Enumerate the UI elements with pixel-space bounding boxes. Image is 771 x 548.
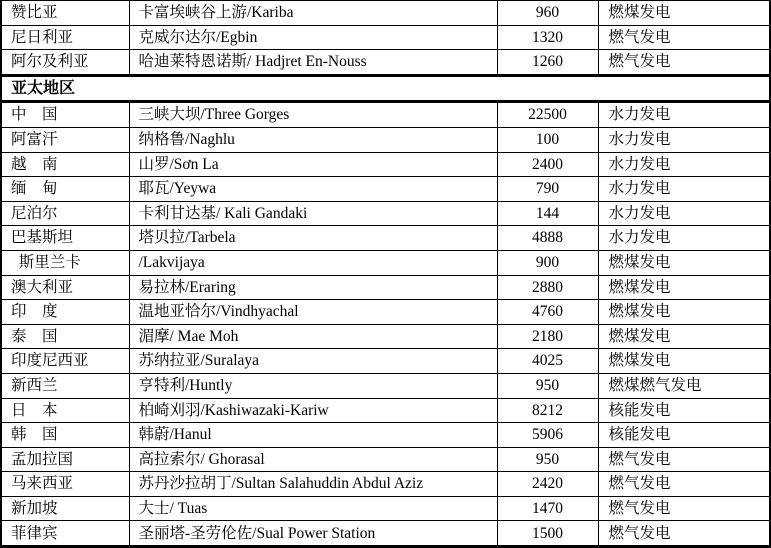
table-row bbox=[1, 25, 770, 50]
capacity-cell: 2420 bbox=[497, 472, 598, 497]
type-cell: 燃煤发电 bbox=[598, 300, 770, 325]
country-cell: 尼泊尔 bbox=[1, 201, 129, 226]
station-cell: 苏丹沙拉胡丁/Sultan Salahuddin Abdul Aziz bbox=[129, 472, 497, 497]
table-row bbox=[1, 226, 770, 251]
capacity-cell: 960 bbox=[497, 1, 598, 26]
table-row bbox=[1, 521, 770, 547]
type-cell: 燃气发电 bbox=[598, 25, 770, 50]
country-cell: 尼日利亚 bbox=[1, 25, 129, 50]
capacity-cell: 900 bbox=[497, 250, 598, 275]
type-cell: 核能发电 bbox=[598, 423, 770, 448]
station-cell: 耶瓦/Yeywa bbox=[129, 177, 497, 202]
station-cell: 温地亚恰尔/Vindhyachal bbox=[129, 300, 497, 325]
capacity-cell: 790 bbox=[497, 177, 598, 202]
station-cell: /Lakvijaya bbox=[129, 250, 497, 275]
type-cell: 燃气发电 bbox=[598, 447, 770, 472]
country-cell: 阿富汗 bbox=[1, 127, 129, 152]
type-cell: 燃煤发电 bbox=[598, 324, 770, 349]
table-row bbox=[1, 472, 770, 497]
capacity-cell: 22500 bbox=[497, 102, 598, 128]
country-cell: 中 国 bbox=[1, 102, 129, 128]
country-cell: 新西兰 bbox=[1, 373, 129, 398]
country-cell: 菲律宾 bbox=[1, 521, 129, 547]
capacity-cell: 2400 bbox=[497, 152, 598, 177]
country-cell: 斯里兰卡 bbox=[1, 250, 129, 275]
table-row bbox=[1, 447, 770, 472]
country-cell: 新加坡 bbox=[1, 496, 129, 521]
country-cell: 印 度 bbox=[1, 300, 129, 325]
station-cell: 哈迪莱特恩诺斯/ Hadjret En-Nouss bbox=[129, 50, 497, 76]
capacity-cell: 1260 bbox=[497, 50, 598, 76]
type-cell: 水力发电 bbox=[598, 201, 770, 226]
capacity-cell: 1470 bbox=[497, 496, 598, 521]
station-cell: 韩蔚/Hanul bbox=[129, 423, 497, 448]
capacity-cell: 1500 bbox=[497, 521, 598, 547]
capacity-cell: 100 bbox=[497, 127, 598, 152]
table-row bbox=[1, 423, 770, 448]
capacity-cell: 4025 bbox=[497, 349, 598, 374]
type-cell: 燃气发电 bbox=[598, 521, 770, 547]
type-cell: 燃气发电 bbox=[598, 50, 770, 76]
table-row bbox=[1, 102, 770, 128]
capacity-cell: 4888 bbox=[497, 226, 598, 251]
station-cell: 卡富埃峡谷上游/Kariba bbox=[129, 1, 497, 26]
country-cell: 日 本 bbox=[1, 398, 129, 423]
type-cell: 燃煤发电 bbox=[598, 275, 770, 300]
station-cell: 湄摩/ Mae Moh bbox=[129, 324, 497, 349]
station-cell: 纳格鲁/Naghlu bbox=[129, 127, 497, 152]
country-cell: 韩 国 bbox=[1, 423, 129, 448]
section-header-row bbox=[1, 75, 770, 102]
station-cell: 圣丽塔-圣劳伦佐/Sual Power Station bbox=[129, 521, 497, 547]
type-cell: 水力发电 bbox=[598, 127, 770, 152]
table-row bbox=[1, 250, 770, 275]
type-cell: 燃气发电 bbox=[598, 472, 770, 497]
capacity-cell: 8212 bbox=[497, 398, 598, 423]
country-cell: 越 南 bbox=[1, 152, 129, 177]
country-cell: 赞比亚 bbox=[1, 1, 129, 26]
station-cell: 大士/ Tuas bbox=[129, 496, 497, 521]
country-cell: 印度尼西亚 bbox=[1, 349, 129, 374]
table-row bbox=[1, 324, 770, 349]
table-row bbox=[1, 1, 770, 26]
table-body bbox=[1, 1, 770, 547]
type-cell: 核能发电 bbox=[598, 398, 770, 423]
table-row bbox=[1, 275, 770, 300]
country-cell: 马来西亚 bbox=[1, 472, 129, 497]
table-row bbox=[1, 152, 770, 177]
type-cell: 燃煤发电 bbox=[598, 349, 770, 374]
country-cell: 阿尔及利亚 bbox=[1, 50, 129, 76]
station-cell: 易拉林/Eraring bbox=[129, 275, 497, 300]
type-cell: 水力发电 bbox=[598, 152, 770, 177]
table-row bbox=[1, 177, 770, 202]
table-row bbox=[1, 349, 770, 374]
station-cell: 苏纳拉亚/Suralaya bbox=[129, 349, 497, 374]
country-cell: 巴基斯坦 bbox=[1, 226, 129, 251]
country-cell: 澳大利亚 bbox=[1, 275, 129, 300]
type-cell: 燃气发电 bbox=[598, 496, 770, 521]
station-cell: 塔贝拉/Tarbela bbox=[129, 226, 497, 251]
table-row bbox=[1, 398, 770, 423]
capacity-cell: 5906 bbox=[497, 423, 598, 448]
station-cell: 山罗/Sơn La bbox=[129, 152, 497, 177]
capacity-cell: 2180 bbox=[497, 324, 598, 349]
capacity-cell: 950 bbox=[497, 447, 598, 472]
capacity-cell: 950 bbox=[497, 373, 598, 398]
station-cell: 三峡大坝/Three Gorges bbox=[129, 102, 497, 128]
capacity-cell: 2880 bbox=[497, 275, 598, 300]
table-row bbox=[1, 50, 770, 76]
station-cell: 柏崎刈羽/Kashiwazaki-Kariw bbox=[129, 398, 497, 423]
country-cell: 孟加拉国 bbox=[1, 447, 129, 472]
capacity-cell: 144 bbox=[497, 201, 598, 226]
type-cell: 水力发电 bbox=[598, 102, 770, 128]
station-cell: 高拉索尔/ Ghorasal bbox=[129, 447, 497, 472]
type-cell: 水力发电 bbox=[598, 226, 770, 251]
type-cell: 燃煤发电 bbox=[598, 250, 770, 275]
table-row bbox=[1, 373, 770, 398]
table-row bbox=[1, 201, 770, 226]
type-cell: 水力发电 bbox=[598, 177, 770, 202]
capacity-cell: 4760 bbox=[497, 300, 598, 325]
country-cell: 缅 甸 bbox=[1, 177, 129, 202]
section-header: 亚太地区 bbox=[1, 75, 770, 102]
station-cell: 克威尔达尔/Egbin bbox=[129, 25, 497, 50]
table-row bbox=[1, 127, 770, 152]
type-cell: 燃煤燃气发电 bbox=[598, 373, 770, 398]
table-row bbox=[1, 496, 770, 521]
station-cell: 卡利甘达基/ Kali Gandaki bbox=[129, 201, 497, 226]
country-cell: 泰 国 bbox=[1, 324, 129, 349]
station-cell: 亨特利/Huntly bbox=[129, 373, 497, 398]
table-row bbox=[1, 300, 770, 325]
capacity-cell: 1320 bbox=[497, 25, 598, 50]
type-cell: 燃煤发电 bbox=[598, 1, 770, 26]
